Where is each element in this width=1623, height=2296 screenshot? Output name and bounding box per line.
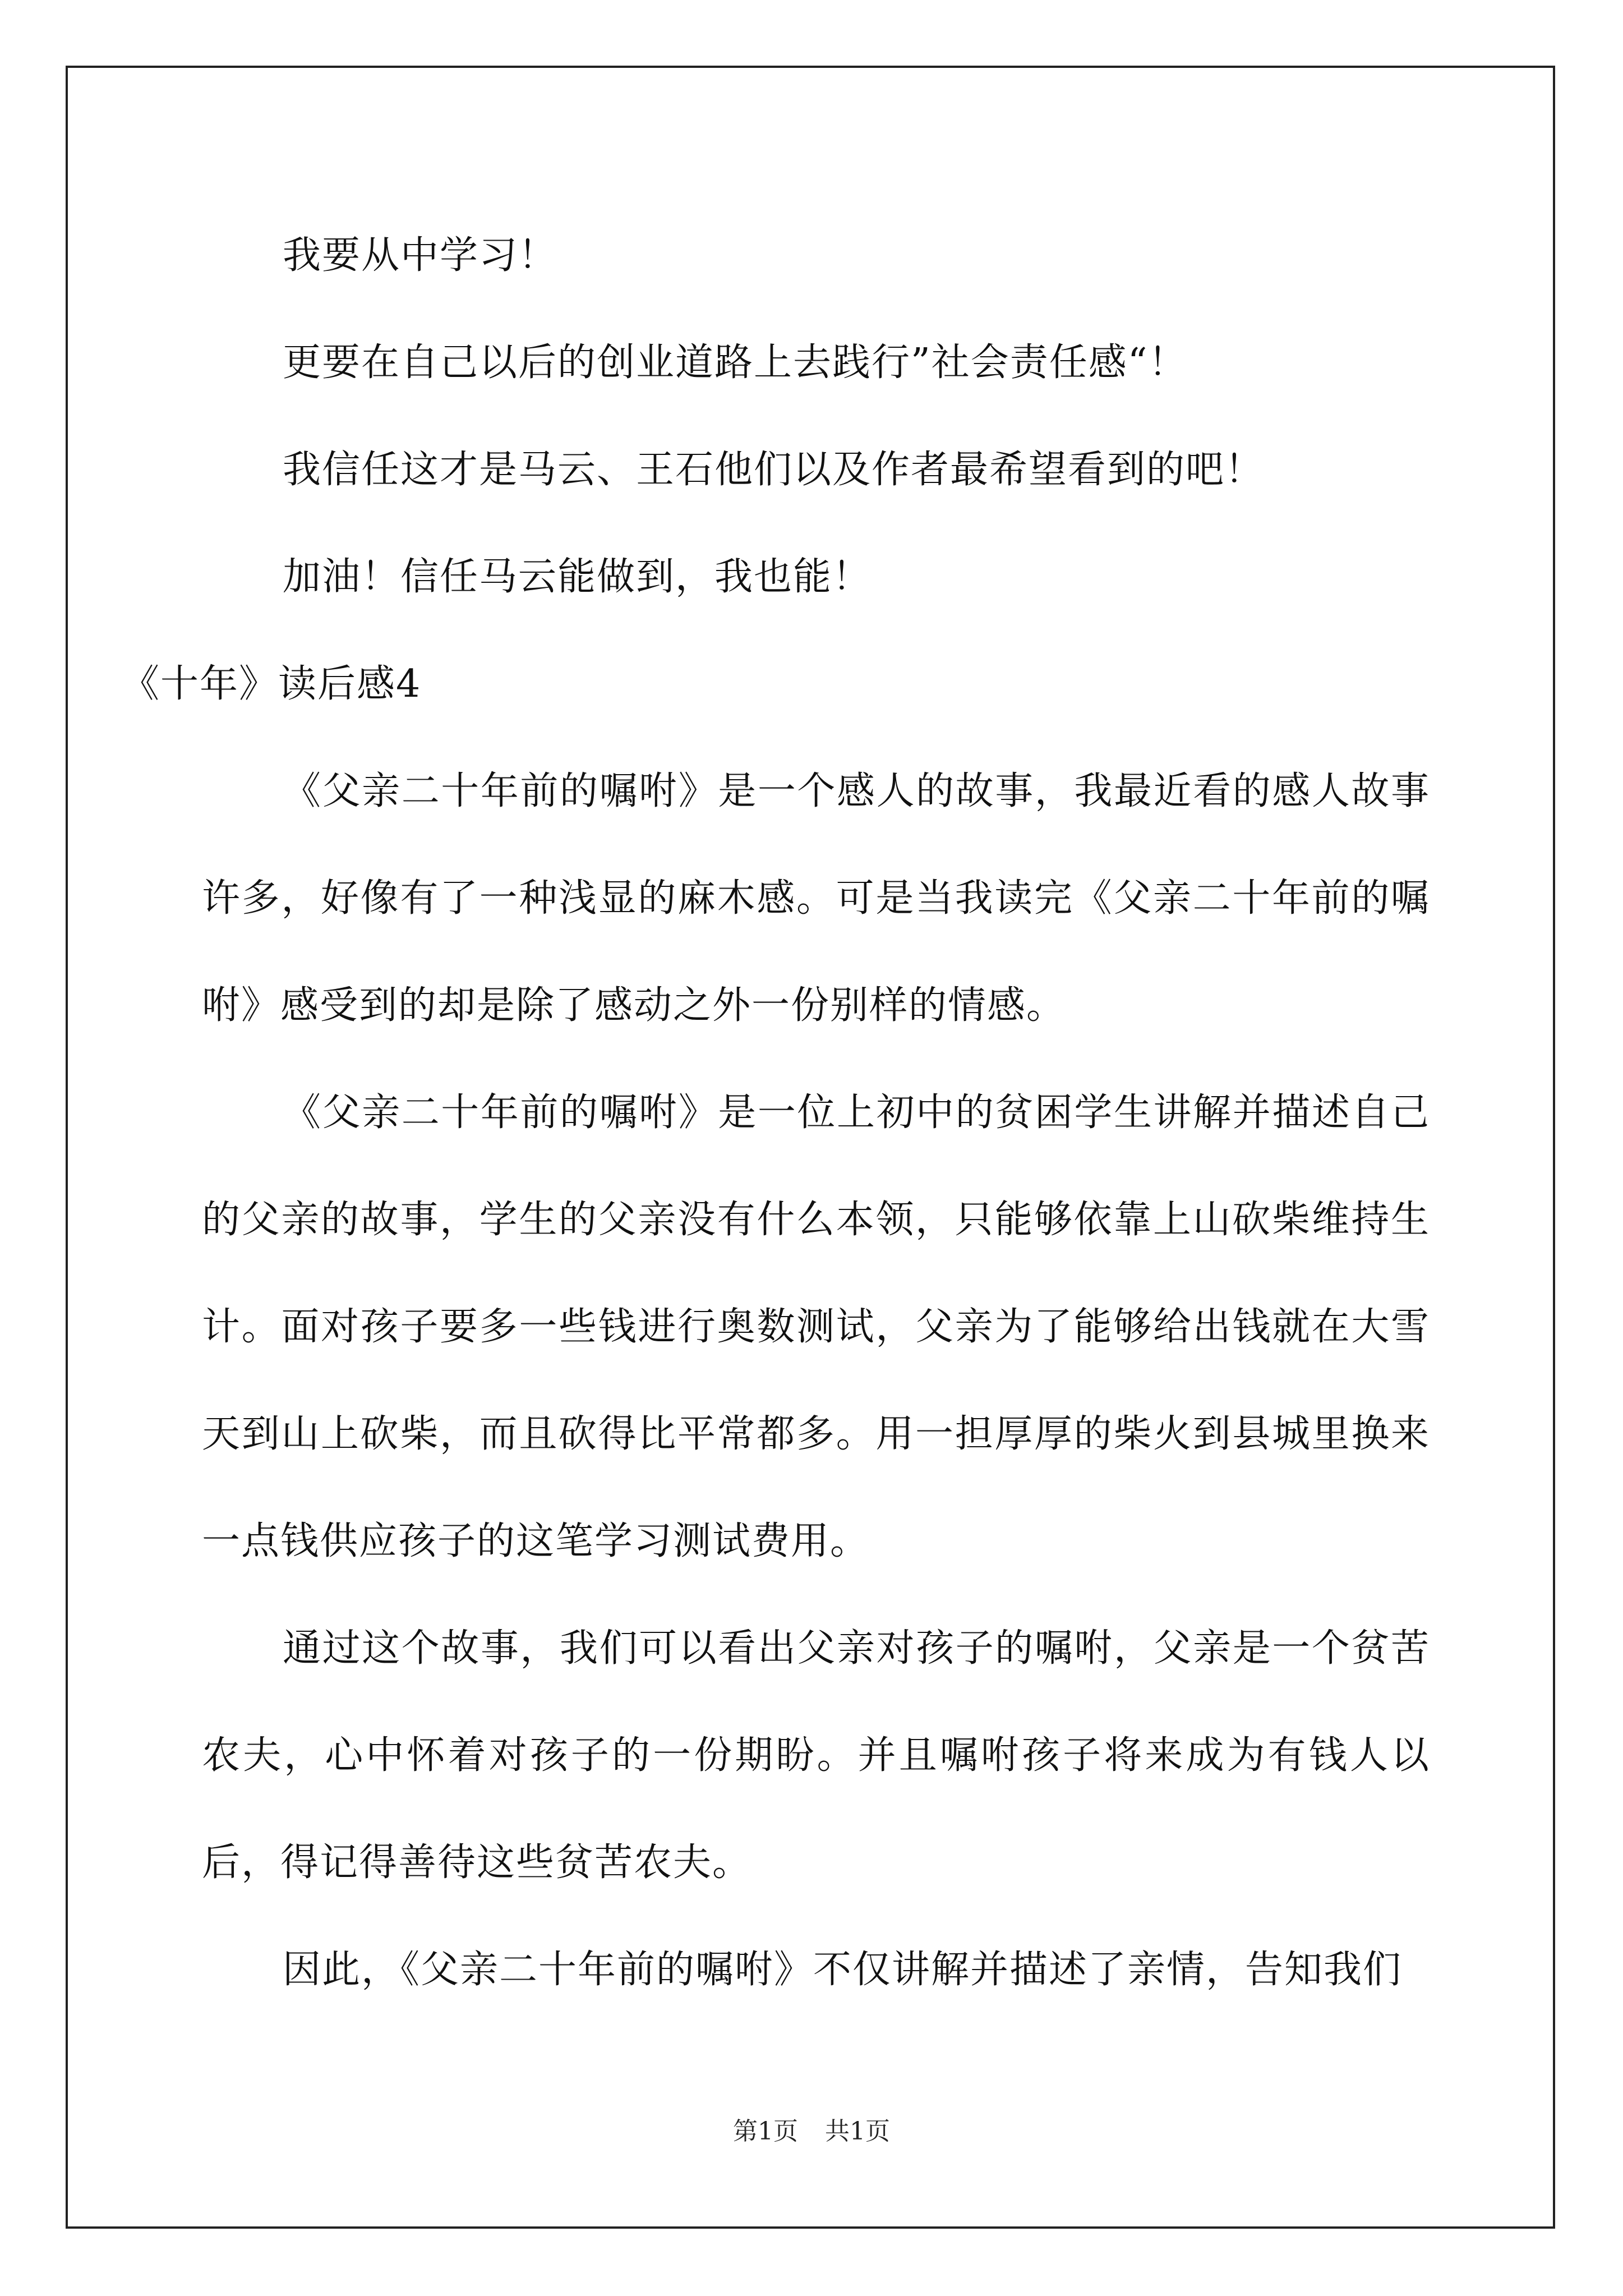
paragraph: 我信任这才是马云、王石他们以及作者最希望看到的吧！ xyxy=(283,448,1265,492)
section-title: 《十年》读后感4 xyxy=(121,662,422,706)
page-total: 共1页 xyxy=(825,2117,890,2146)
page-number: 第1页 xyxy=(733,2117,798,2146)
paragraph: 我要从中学习！ xyxy=(283,233,558,278)
page-footer xyxy=(0,2115,1623,2148)
paragraph: 因此，《父亲二十年前的嘱咐》不仅讲解并描述了亲情，告知我们 xyxy=(283,1948,1403,1992)
paragraph: 更要在自己以后的创业道路上去践行”社会责任感“！ xyxy=(283,341,1188,385)
paragraph: 《父亲二十年前的嘱咐》是一个感人的故事，我最近看的感人故事许多，好像有了一种浅显的麻木感。可是当我读完《父亲二十年前的嘱咐》感受到的却是除了感动之外一份别样的情感。 xyxy=(202,769,1430,1028)
paragraph: 通过这个故事，我们可以看出父亲对孩子的嘱咐，父亲是一个贫苦农夫，心中怀着对孩子的一份期盼。并且嘱咐孩子将来成为有钱人以后，得记得善待这些贫苦农夫。 xyxy=(202,1626,1430,1885)
document-body xyxy=(121,202,1430,2023)
paragraph: 加油！信任马云能做到，我也能！ xyxy=(283,555,872,599)
paragraph: 《父亲二十年前的嘱咐》是一位上初中的贫困学生讲解并描述自己的父亲的故事，学生的父亲没有什么本领，只能够依靠上山砍柴维持生计。面对孩子要多一些钱进行奥数测试，父亲为了能够给出钱就在大雪天到山上砍柴，而且砍得比平常都多。用一担厚厚的柴火到县城里换来一点钱供应孩子的这笔学习测试费用。 xyxy=(202,1091,1430,1563)
